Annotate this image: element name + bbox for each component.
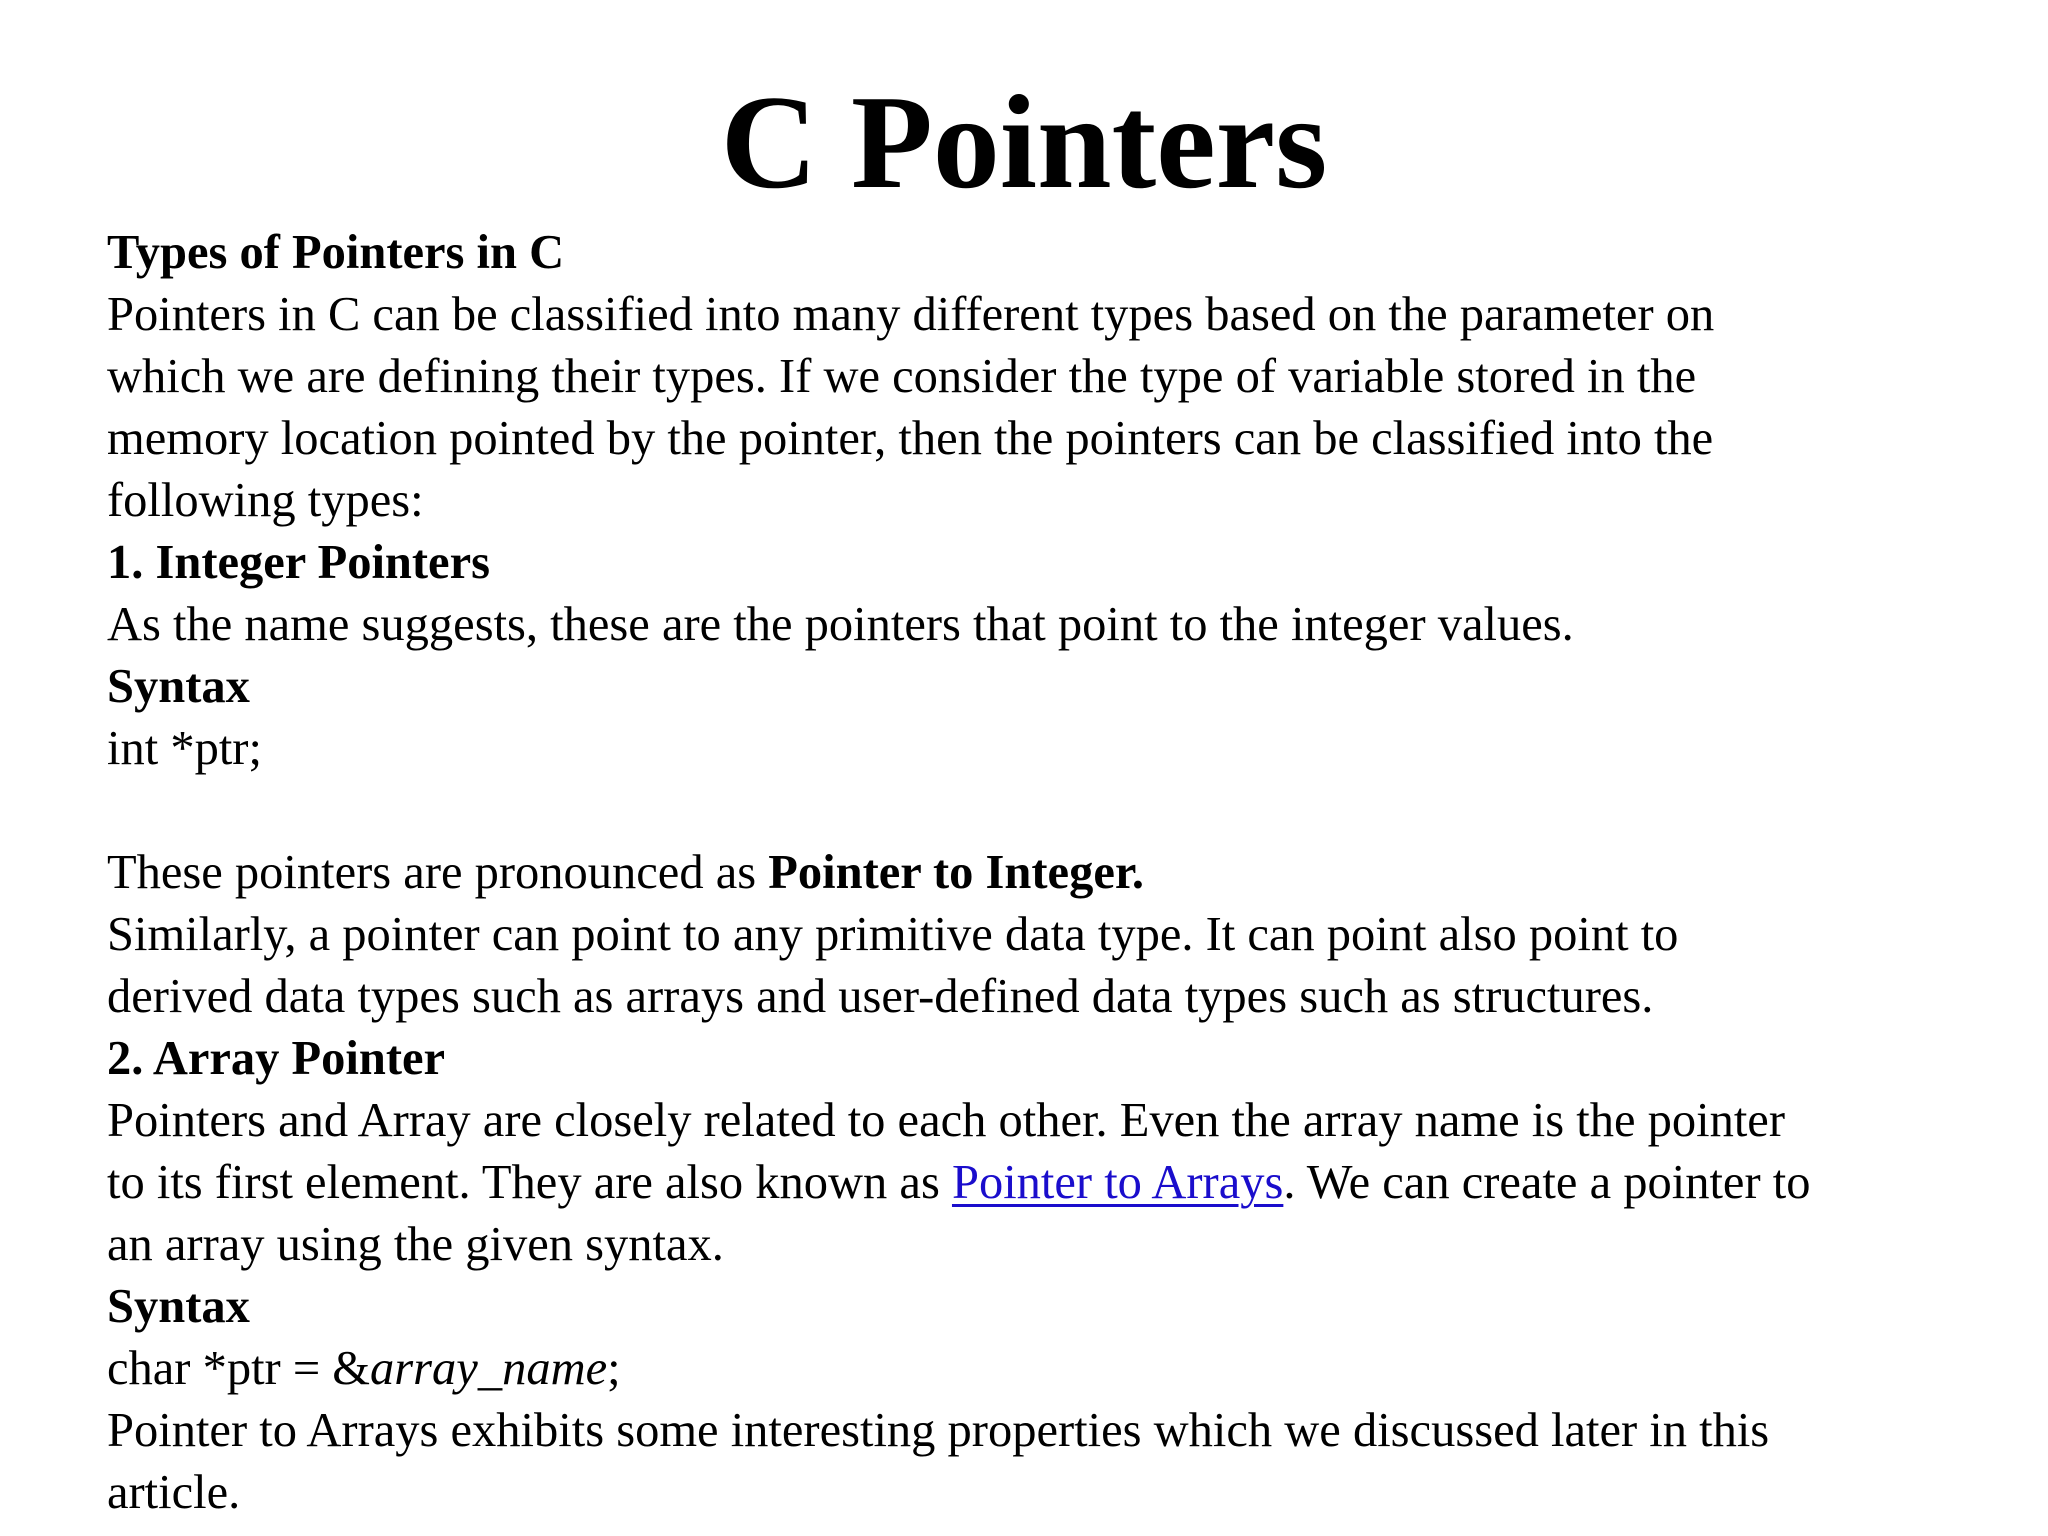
- integer-syntax-code: int *ptr;: [107, 722, 262, 775]
- intro-line-4: following types:: [107, 474, 424, 527]
- array-syntax-suffix: ;: [607, 1342, 621, 1395]
- intro-line-2: which we are defining their types. If we consider the type of variable stored in the: [107, 350, 1697, 403]
- array-syntax-prefix: char *ptr = &: [107, 1342, 371, 1395]
- array-syntax-label: Syntax: [107, 1280, 250, 1333]
- array-line-2-suffix: . We can create a pointer to: [1283, 1156, 1811, 1209]
- spacer: [107, 780, 1987, 842]
- pointer-to-arrays-link[interactable]: Pointer to Arrays: [951, 1156, 1284, 1209]
- similarly-line-1: Similarly, a pointer can point to any primitive data type. It can point also point to: [107, 908, 1679, 961]
- integer-syntax-label: Syntax: [107, 660, 250, 713]
- article-body: [107, 222, 1987, 1524]
- pronounced-term: Pointer to Integer.: [768, 846, 1145, 899]
- array-line-1: Pointers and Array are closely related to each other. Even the array name is the pointer: [107, 1094, 1785, 1147]
- intro-line-1: Pointers in C can be classified into many different types based on the parameter on: [107, 288, 1715, 341]
- pronounced-prefix: These pointers are pronounced as: [107, 846, 769, 899]
- integer-pointers-heading: 1. Integer Pointers: [107, 536, 490, 589]
- similarly-line-2: derived data types such as arrays and user-defined data types such as structures.: [107, 970, 1654, 1023]
- array-line-2-prefix: to its first element. They are also known as: [107, 1156, 952, 1209]
- array-syntax-name: array_name: [370, 1342, 608, 1395]
- closing-line-2: article.: [107, 1466, 241, 1519]
- section-heading: Types of Pointers in C: [107, 226, 565, 279]
- intro-line-3: memory location pointed by the pointer, then the pointers can be classified into the: [107, 412, 1714, 465]
- pronounced-line: [107, 842, 1987, 904]
- page-title: C Pointers: [720, 68, 1328, 216]
- integer-pointers-description: As the name suggests, these are the pointers that point to the integer values.: [107, 598, 1574, 651]
- array-line-3: an array using the given syntax.: [107, 1218, 724, 1271]
- array-syntax-code: [107, 1338, 1987, 1400]
- closing-line-1: Pointer to Arrays exhibits some interesting properties which we discussed later in this: [107, 1404, 1770, 1457]
- array-line-2: [107, 1152, 1987, 1214]
- array-pointer-heading: 2. Array Pointer: [107, 1032, 446, 1085]
